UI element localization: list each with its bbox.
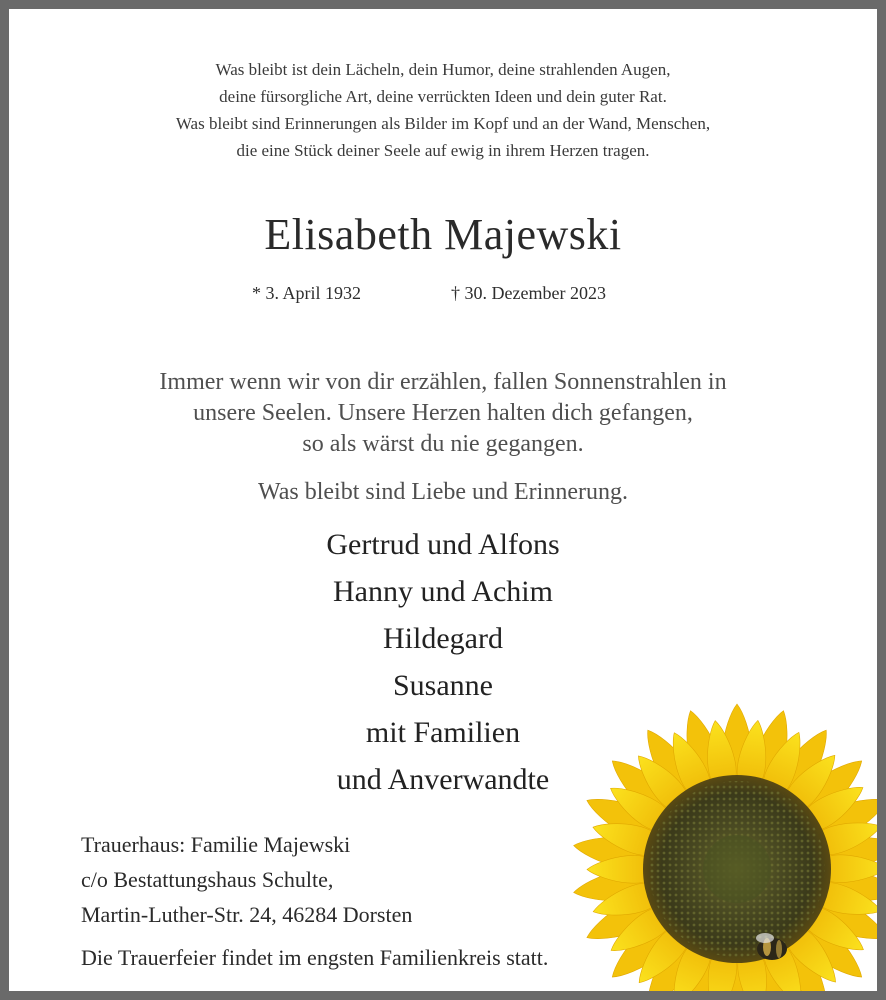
quote-line: Immer wenn wir von dir erzählen, fallen Sonnenstrahlen in [159,369,727,395]
quote-line: so als wärst du nie gegangen. [302,431,584,457]
quote-line: unsere Seelen. Unsere Herzen halten dich gefangen, [193,400,693,426]
mourner-line: Susanne [393,669,493,702]
mourner-line: Hanny und Achim [333,575,553,608]
poem-line: deine fürsorgliche Art, deine verrückten Ideen und dein guter Rat. [219,87,667,106]
mourning-house-address [81,827,412,932]
deceased-name: Elisabeth Majewski [264,210,622,259]
address-line: Martin-Luther-Str. 24, 46284 Dorsten [81,902,413,927]
mourner-line: und Anverwandte [336,763,550,796]
birth-date: * 3. April 1932 [252,283,362,303]
subline: Was bleibt sind Liebe und Erinnerung. [258,479,628,505]
mourners-list [9,521,877,803]
opening-poem [9,56,877,164]
mourner-line: Hildegard [383,622,503,655]
poem-line: die eine Stück deiner Seele auf ewig in ihrem Herzen tragen. [236,141,650,160]
funeral-notice: Die Trauerfeier findet im engsten Familienkreis statt. [81,945,549,970]
death-date: † 30. Dezember 2023 [451,283,606,303]
memorial-quote [9,367,877,460]
address-line: Trauerhaus: Familie Majewski [81,832,351,857]
mourner-line: mit Familien [365,716,521,749]
address-line: c/o Bestattungshaus Schulte, [81,867,334,892]
mourner-line: Gertrud und Alfons [326,528,560,561]
poem-line: Was bleibt sind Erinnerungen als Bilder im Kopf und an der Wand, Menschen, [175,114,711,133]
poem-line: Was bleibt ist dein Lächeln, dein Humor, deine strahlenden Augen, [215,60,671,79]
